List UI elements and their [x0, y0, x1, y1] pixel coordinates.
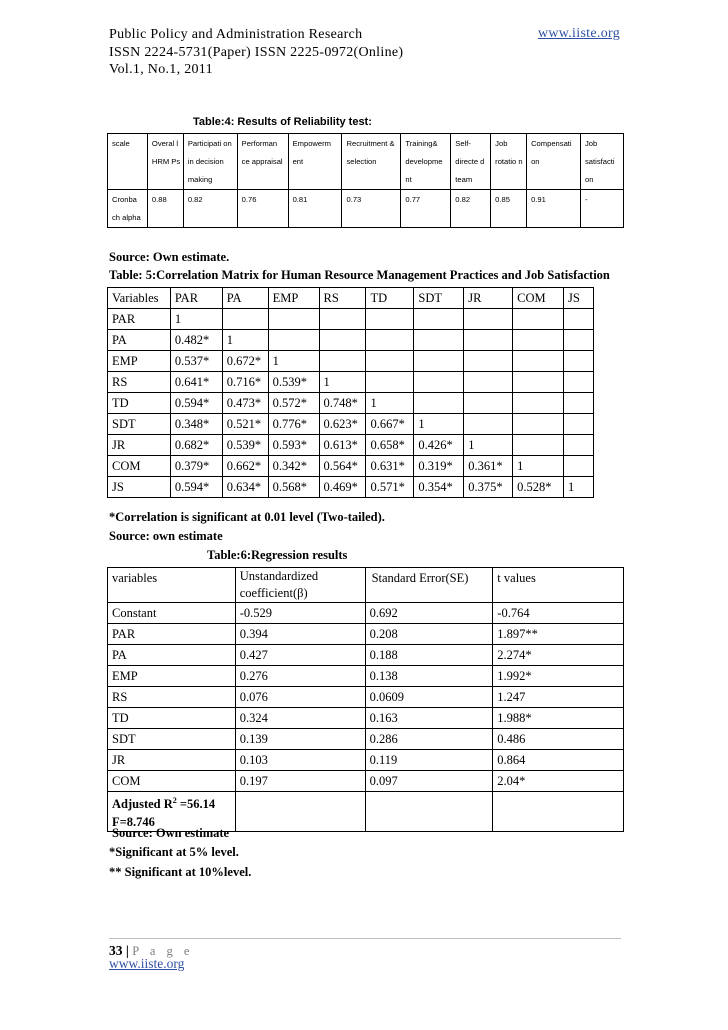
table-cell: PA: [222, 288, 268, 309]
table-row: [108, 330, 594, 351]
table-cell: EMP: [108, 666, 236, 687]
table-cell: Self-directe d team: [451, 134, 491, 190]
table-cell: PA: [108, 645, 236, 666]
table-cell: 0.139: [235, 729, 365, 750]
table-row: [108, 351, 594, 372]
table-cell: 0.486: [493, 729, 624, 750]
table-cell: [464, 372, 513, 393]
table-cell: 2.274*: [493, 645, 624, 666]
table-cell: [319, 330, 366, 351]
table-cell: [513, 372, 564, 393]
table-cell: [564, 372, 594, 393]
table-cell: COM: [108, 771, 236, 792]
footer-website-link[interactable]: www.iiste.org: [109, 956, 185, 971]
table-cell-text: Standard Error(SE): [371, 571, 469, 585]
table-cell: 1: [268, 351, 319, 372]
table-cell: 0.482*: [170, 330, 222, 351]
table-cell: Unstandardized coefficient(β): [235, 568, 365, 603]
table-cell: 0.539*: [268, 372, 319, 393]
table-cell: 0.539*: [222, 435, 268, 456]
table-cell: Performan ce appraisal: [237, 134, 288, 190]
table-cell: [414, 372, 464, 393]
table-cell: Overal l HRM Ps: [147, 134, 183, 190]
table-cell: TD: [108, 708, 236, 729]
table-cell: [464, 393, 513, 414]
table-row: [108, 750, 624, 771]
table-cell: [414, 330, 464, 351]
table-cell: 1.988*: [493, 708, 624, 729]
table-cell: 0.82: [183, 190, 237, 228]
table-row: [108, 456, 594, 477]
table-cell: Participati on in decision making: [183, 134, 237, 190]
table-cell: COM: [108, 456, 171, 477]
table-cell: [366, 309, 414, 330]
table-cell: 0.324: [235, 708, 365, 729]
adjusted-r2-sup: 2: [172, 796, 177, 805]
table5-source: Source: own estimate: [109, 529, 223, 543]
table-cell: 0.354*: [414, 477, 464, 498]
table-row: [108, 729, 624, 750]
table-cell: JR: [108, 435, 171, 456]
sig10-note: ** Significant at 10%level.: [109, 865, 252, 879]
table-cell: PAR: [108, 309, 171, 330]
table-cell: scale: [108, 134, 148, 190]
table-cell: RS: [108, 372, 171, 393]
table-cell: [464, 309, 513, 330]
table-cell: 0.097: [365, 771, 493, 792]
table-cell: [464, 414, 513, 435]
table-row: [108, 645, 624, 666]
issn-line: ISSN 2224-5731(Paper) ISSN 2225-0972(Online): [109, 44, 404, 60]
table-row: [108, 414, 594, 435]
table-cell: 0.864: [493, 750, 624, 771]
table-cell: 0.76: [237, 190, 288, 228]
table-cell: Training& developme nt: [401, 134, 451, 190]
table-row: [108, 624, 624, 645]
table-cell: -0.764: [493, 603, 624, 624]
correlation-matrix-table: [107, 287, 594, 498]
table-cell: t values: [493, 568, 624, 603]
table-cell: 0.82: [451, 190, 491, 228]
table-cell: [464, 330, 513, 351]
table-cell: 0.163: [365, 708, 493, 729]
table-cell: 0.188: [365, 645, 493, 666]
table-cell: [564, 414, 594, 435]
header-website-link[interactable]: www.iiste.org: [537, 26, 620, 41]
table-cell: TD: [108, 393, 171, 414]
table-cell: 0.208: [365, 624, 493, 645]
table-cell: -: [581, 190, 624, 228]
table-row: [108, 771, 624, 792]
table-header-row: [108, 568, 624, 603]
table-row: [108, 477, 594, 498]
table-cell: COM: [513, 288, 564, 309]
regression-table: [107, 567, 624, 832]
table-cell: 0.361*: [464, 456, 513, 477]
volume-line: Vol.1, No.1, 2011: [109, 62, 213, 77]
table-cell: 0.319*: [414, 456, 464, 477]
table-cell: Variables: [108, 288, 171, 309]
table-cell: 0.138: [365, 666, 493, 687]
table-cell: 0.0609: [365, 687, 493, 708]
table-cell: [564, 435, 594, 456]
table-cell: [414, 309, 464, 330]
correlation-note: *Correlation is significant at 0.01 level (Two-tailed).: [109, 510, 385, 524]
table-cell: 0.427: [235, 645, 365, 666]
table-cell: EMP: [108, 351, 171, 372]
table-cell: 0.682*: [170, 435, 222, 456]
table-cell: 0.85: [491, 190, 527, 228]
table-cell: [513, 414, 564, 435]
page-word: P a g e: [132, 944, 194, 958]
table-row: [108, 309, 594, 330]
journal-title: Public Policy and Administration Research: [109, 27, 363, 42]
table-cell: Recruitment & selection: [342, 134, 401, 190]
table5-caption: Table: 5:Correlation Matrix for Human Resource Management Practices and Job Satisfaction: [109, 268, 610, 282]
table-cell: 0.716*: [222, 372, 268, 393]
page-header: [109, 26, 403, 79]
table-row: [108, 372, 594, 393]
table-cell: [513, 351, 564, 372]
table-cell: [513, 330, 564, 351]
table-cell: 0.473*: [222, 393, 268, 414]
table-cell: 0.568*: [268, 477, 319, 498]
table-cell: [235, 792, 365, 832]
table-cell: 1.992*: [493, 666, 624, 687]
table-row: [108, 190, 624, 228]
table-cell: 0.197: [235, 771, 365, 792]
table-cell: [365, 568, 493, 603]
table-cell: 1: [319, 372, 366, 393]
table-cell: SDT: [414, 288, 464, 309]
table-cell: 0.375*: [464, 477, 513, 498]
table-cell: 0.658*: [366, 435, 414, 456]
table-cell: 0.692: [365, 603, 493, 624]
table-row: [108, 687, 624, 708]
table-cell: 0.662*: [222, 456, 268, 477]
f-statistic: F=8.746: [112, 815, 155, 830]
table-cell: [319, 309, 366, 330]
table-cell: 1: [222, 330, 268, 351]
table-cell: 1: [366, 393, 414, 414]
sig5-note: *Significant at 5% level.: [109, 845, 239, 859]
table-cell: EMP: [268, 288, 319, 309]
table-cell: 0.394: [235, 624, 365, 645]
table-cell: 0.748*: [319, 393, 366, 414]
table-cell: SDT: [108, 414, 171, 435]
table-cell: JR: [464, 288, 513, 309]
table-cell: [366, 330, 414, 351]
table-cell: [564, 456, 594, 477]
table-cell: [319, 351, 366, 372]
table-cell: 0.119: [365, 750, 493, 771]
table4-caption: Table:4: Results of Reliability test:: [193, 116, 372, 128]
table-cell: 1: [464, 435, 513, 456]
table-cell: [564, 309, 594, 330]
table-cell: JS: [564, 288, 594, 309]
table-cell: 1: [414, 414, 464, 435]
table-cell: 0.631*: [366, 456, 414, 477]
table-cell: 0.77: [401, 190, 451, 228]
table-cell: [464, 351, 513, 372]
table4-source: Source: Own estimate.: [109, 250, 230, 264]
table-row: [108, 393, 594, 414]
table-cell: [366, 372, 414, 393]
table-cell: [564, 351, 594, 372]
table-cell: 1.247: [493, 687, 624, 708]
table-cell: 1: [513, 456, 564, 477]
table-cell: PAR: [108, 624, 236, 645]
table-cell: [414, 393, 464, 414]
table-cell: 0.572*: [268, 393, 319, 414]
table-cell: 2.04*: [493, 771, 624, 792]
table-row: [108, 435, 594, 456]
table6-source: Source: Own estimate: [112, 826, 230, 840]
table-cell: 0.348*: [170, 414, 222, 435]
table-cell: [564, 393, 594, 414]
table-cell: 0.571*: [366, 477, 414, 498]
table-row: [108, 666, 624, 687]
table-cell: 0.667*: [366, 414, 414, 435]
table-header-row: [108, 288, 594, 309]
table-cell: 0.672*: [222, 351, 268, 372]
table-cell: SDT: [108, 729, 236, 750]
table-cell: variables: [108, 568, 236, 603]
table-cell: [513, 393, 564, 414]
footer-divider: [109, 938, 621, 939]
reliability-table: [107, 133, 624, 228]
table6-caption: Table:6:Regression results: [207, 548, 348, 562]
page-separator: |: [125, 943, 129, 958]
table-cell: 0.594*: [170, 393, 222, 414]
table-cell: 0.286: [365, 729, 493, 750]
table-cell: [414, 351, 464, 372]
page-number-value: 33: [109, 943, 123, 958]
table-cell: -0.529: [235, 603, 365, 624]
table-cell: Constant: [108, 603, 236, 624]
table-cell: 0.594*: [170, 477, 222, 498]
table-cell: JS: [108, 477, 171, 498]
table-cell: JR: [108, 750, 236, 771]
table-cell: TD: [366, 288, 414, 309]
table-cell: 0.426*: [414, 435, 464, 456]
table-cell: 0.276: [235, 666, 365, 687]
table-cell: Job satisfacti on: [581, 134, 624, 190]
table-cell: [365, 792, 493, 832]
table-header-row: [108, 134, 624, 190]
table-cell: [268, 330, 319, 351]
table-cell: 0.521*: [222, 414, 268, 435]
table-cell: [513, 309, 564, 330]
table-cell: PAR: [170, 288, 222, 309]
table-cell: Job rotatio n: [491, 134, 527, 190]
table-cell: 0.342*: [268, 456, 319, 477]
table-cell: [222, 309, 268, 330]
table-cell: 0.88: [147, 190, 183, 228]
table-cell: [366, 351, 414, 372]
table-cell: 1: [564, 477, 594, 498]
table-cell: 0.379*: [170, 456, 222, 477]
table-cell: [493, 792, 624, 832]
table-cell: RS: [108, 687, 236, 708]
table-cell: Cronba ch alpha: [108, 190, 148, 228]
table-cell: 0.613*: [319, 435, 366, 456]
table-cell: 0.623*: [319, 414, 366, 435]
table-cell: Compensati on: [527, 134, 581, 190]
table-cell: PA: [108, 330, 171, 351]
table-cell: 0.73: [342, 190, 401, 228]
table-cell: Empowerm ent: [288, 134, 342, 190]
table-cell: 0.076: [235, 687, 365, 708]
table-cell: 0.537*: [170, 351, 222, 372]
table-row: [108, 603, 624, 624]
table-cell: [268, 309, 319, 330]
table-cell: 0.103: [235, 750, 365, 771]
table-cell: [513, 435, 564, 456]
adjusted-r2-label: Adjusted R: [112, 797, 173, 812]
table-cell: 0.641*: [170, 372, 222, 393]
table-cell: 0.593*: [268, 435, 319, 456]
table-cell: 1.897**: [493, 624, 624, 645]
table-cell: 0.528*: [513, 477, 564, 498]
adjusted-r2: [112, 792, 235, 813]
table-cell: 0.634*: [222, 477, 268, 498]
table-cell: 0.81: [288, 190, 342, 228]
table-row: [108, 708, 624, 729]
adjusted-r2-value: =56.14: [176, 797, 216, 812]
table-cell: [564, 330, 594, 351]
table-cell: 0.91: [527, 190, 581, 228]
table-cell: 0.776*: [268, 414, 319, 435]
table-cell: 0.469*: [319, 477, 366, 498]
table-cell: 1: [170, 309, 222, 330]
table-cell: 0.564*: [319, 456, 366, 477]
table-cell: RS: [319, 288, 366, 309]
